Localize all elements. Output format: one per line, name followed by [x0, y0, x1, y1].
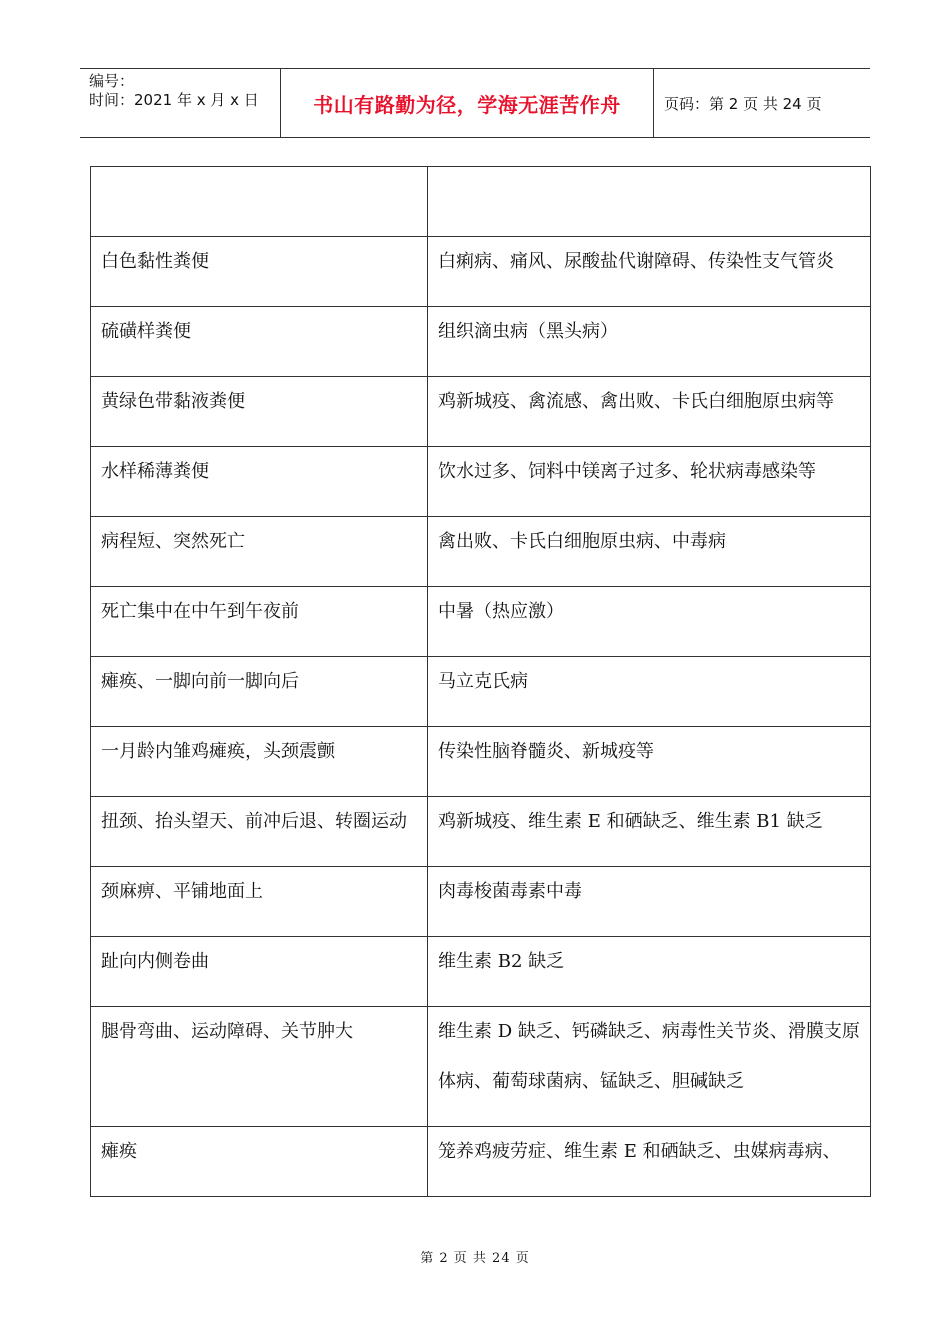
table-row: [91, 937, 871, 1007]
symptom-text: 白色黏性粪便: [101, 251, 209, 272]
symptom-text: 瘫痪、一脚向前一脚向后: [101, 671, 299, 692]
table-row: [91, 167, 871, 237]
symptom-cell: [91, 727, 428, 797]
disease-text: 禽出败、卡氏白细胞原虫病、中毒病: [438, 531, 726, 552]
header-meta: [80, 69, 281, 137]
disease-cell: [428, 307, 871, 377]
table-row: [91, 307, 871, 377]
disease-text: 马立克氏病: [438, 671, 528, 692]
time-label: 时间：2021 年 x 月 x 日: [89, 91, 259, 109]
disease-cell: [428, 1007, 871, 1127]
disease-text: 笼养鸡疲劳症、维生素 E 和硒缺乏、虫媒病毒病、: [438, 1141, 841, 1162]
disease-text: 鸡新城疫、禽流感、禽出败、卡氏白细胞原虫病等: [438, 391, 834, 412]
symptom-cell: [91, 237, 428, 307]
symptom-text: 扭颈、抬头望天、前冲后退、转圈运动: [101, 811, 407, 832]
disease-cell: [428, 237, 871, 307]
disease-cell: [428, 657, 871, 727]
symptom-cell: [91, 1127, 428, 1197]
symptom-cell: [91, 867, 428, 937]
disease-cell: [428, 447, 871, 517]
disease-cell: [428, 937, 871, 1007]
symptom-text: 颈麻痹、平铺地面上: [101, 881, 263, 902]
symptom-cell: [91, 587, 428, 657]
symptom-text: 趾向内侧卷曲: [101, 951, 209, 972]
disease-cell: [428, 797, 871, 867]
symptom-text: 硫磺样粪便: [101, 321, 191, 342]
table-row: [91, 867, 871, 937]
symptom-cell: [91, 377, 428, 447]
table-row: [91, 1127, 871, 1197]
table-row: [91, 517, 871, 587]
symptom-cell: [91, 167, 428, 237]
disease-text: 维生素 D 缺乏、钙磷缺乏、病毒性关节炎、滑膜支原体病、葡萄球菌病、锰缺乏、胆碱缺乏: [438, 1021, 860, 1092]
table-row: [91, 727, 871, 797]
symptom-disease-table: [90, 166, 871, 1197]
symptom-cell: [91, 797, 428, 867]
table-row: [91, 237, 871, 307]
symptom-text: 病程短、突然死亡: [101, 531, 245, 552]
disease-text: 中暑（热应激）: [438, 601, 564, 622]
symptom-text: 死亡集中在中午到午夜前: [101, 601, 299, 622]
disease-text: 维生素 B2 缺乏: [438, 951, 565, 972]
symptom-text: 腿骨弯曲、运动障碍、关节肿大: [101, 1021, 353, 1042]
table-row: [91, 657, 871, 727]
disease-text: 肉毒梭菌毒素中毒: [438, 881, 582, 902]
disease-cell: [428, 727, 871, 797]
disease-text: 白痢病、痛风、尿酸盐代谢障碍、传染性支气管炎: [438, 251, 834, 272]
symptom-cell: [91, 937, 428, 1007]
disease-text: 鸡新城疫、维生素 E 和硒缺乏、维生素 B1 缺乏: [438, 811, 823, 832]
header-motto: 书山有路勤为径，学海无涯苦作舟: [281, 69, 654, 137]
symptom-text: 黄绿色带黏液粪便: [101, 391, 245, 412]
table-row: [91, 447, 871, 517]
number-label: 编号：: [89, 72, 135, 90]
symptom-text: 一月龄内雏鸡瘫痪，头颈震颤: [101, 741, 335, 762]
page-header: [80, 68, 870, 138]
symptom-cell: [91, 657, 428, 727]
symptom-text: 瘫痪: [101, 1141, 137, 1162]
disease-text: 传染性脑脊髓炎、新城疫等: [438, 741, 654, 762]
symptom-cell: [91, 447, 428, 517]
symptom-cell: [91, 1007, 428, 1127]
table-row: [91, 587, 871, 657]
symptom-cell: [91, 517, 428, 587]
table-row: [91, 377, 871, 447]
page-footer: 第 2 页 共 24 页: [420, 1251, 530, 1266]
disease-text: 饮水过多、饲料中镁离子过多、轮状病毒感染等: [438, 461, 816, 482]
table-row: [91, 1007, 871, 1127]
symptom-text: 水样稀薄粪便: [101, 461, 209, 482]
disease-cell: [428, 587, 871, 657]
disease-text: 组织滴虫病（黑头病）: [438, 321, 618, 342]
disease-cell: [428, 167, 871, 237]
symptom-cell: [91, 307, 428, 377]
disease-cell: [428, 377, 871, 447]
disease-cell: [428, 1127, 871, 1197]
table-row: [91, 797, 871, 867]
disease-cell: [428, 517, 871, 587]
header-page-code: 页码：第 2 页 共 24 页: [664, 94, 822, 113]
disease-cell: [428, 867, 871, 937]
